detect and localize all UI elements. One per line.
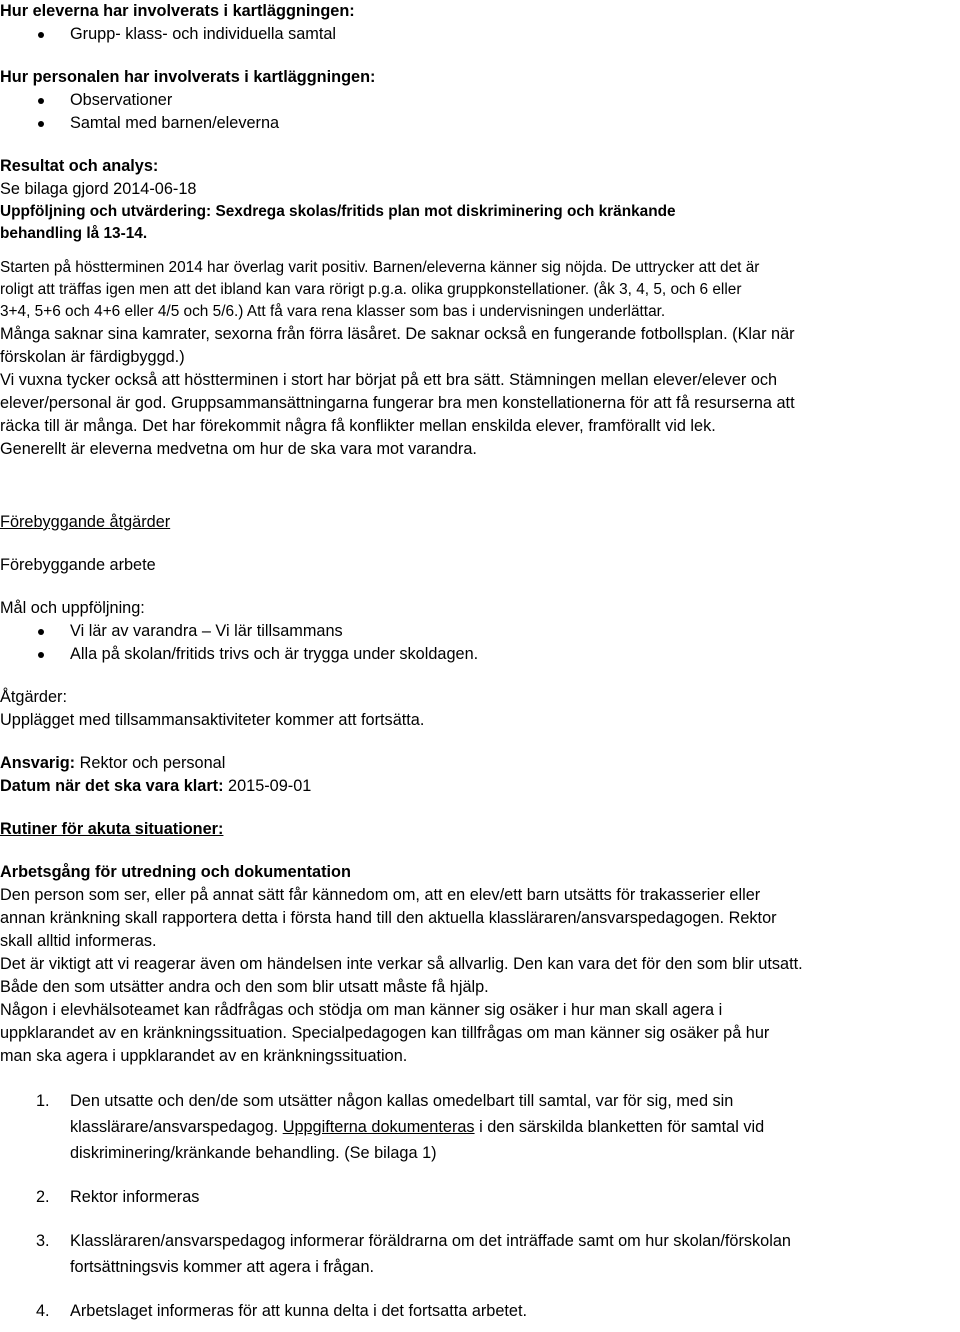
- students-involvement-heading: Hur eleverna har involverats i kartläggningen:: [0, 2, 355, 20]
- staff-involvement-heading: Hur personalen har involverats i kartläggningen:: [0, 68, 376, 86]
- goals-heading: Mål och uppföljning:: [0, 599, 145, 617]
- procedure-line: Den person som ser, eller på annat sätt får kännedom om, att en elev/ett barn utsätts för trakasserier eller: [0, 886, 761, 904]
- followup-title-line-2: behandling lå 13-14.: [0, 225, 148, 242]
- staff-involvement-list: [0, 89, 958, 135]
- preventive-measures-title: Förebyggande åtgärder: [0, 513, 171, 531]
- bullet-icon: [38, 32, 44, 38]
- results-paragraph-line: 3+4, 5+6 och 4+6 eller 4/5 och 5/6.) Att få vara rena klasser som bas i undervisningen underlättar.: [0, 303, 666, 320]
- procedure-line: uppklarandet av en kränkningssituation. Specialpedagogen kan tillfrågas om man känner sig osäker på hur: [0, 1024, 770, 1042]
- procedure-line: Både den som utsätter andra och den som blir utsatt måste få hjälp.: [0, 978, 489, 996]
- responsible-value: Rektor och personal: [75, 754, 226, 772]
- bullet-icon: [38, 629, 44, 635]
- bullet-icon: [38, 652, 44, 658]
- procedure-line: Det är viktigt att vi reagerar även om händelsen inte verkar så allvarlig. Den kan vara det för den som blir utsatt.: [0, 955, 803, 973]
- step-item: 3. Klassläraren/ansvarspedagog informerar föräldrarna om det inträffade samt om hur skolan/förskolan fortsättningsvis kommer att agera i frågan.: [0, 1228, 958, 1280]
- acute-routines-title: Rutiner för akuta situationer:: [0, 820, 224, 838]
- procedure-line: skall alltid informeras.: [0, 932, 157, 950]
- followup-title-line: Uppföljning och utvärdering: Sexdrega skolas/fritids plan mot diskriminering och kränkande: [0, 203, 676, 220]
- results-paragraph-line: Starten på höstterminen 2014 har överlag varit positiv. Barnen/eleverna känner sig nöjda. De uttrycker att det är: [0, 259, 760, 276]
- results-paragraph-line: Vi vuxna tycker också att höstterminen i stort har börjat på ett bra sätt. Stämningen mellan elever/elever och: [0, 371, 778, 389]
- bullet-icon: [38, 121, 44, 127]
- step-item: 1. Den utsatte och den/de som utsätter någon kallas omedelbart till samtal, var för sig, med sin klasslärare/ansvarspedagog. Uppgifterna dokumenteras i den särskilda blanketten för samtal vid diskriminering/kränkande behandling. (Se bilaga 1): [0, 1088, 958, 1166]
- procedure-steps: [0, 1088, 958, 1324]
- preventive-work-subtitle: Förebyggande arbete: [0, 556, 156, 574]
- step-number: 3.: [36, 1232, 50, 1250]
- responsible-label: Ansvarig:: [0, 754, 76, 772]
- results-heading: Resultat och analys:: [0, 157, 159, 175]
- list-item: Samtal med barnen/eleverna: [0, 112, 958, 135]
- procedure-line: annan kränkning skall rapportera detta i första hand till den aktuella klassläraren/ansvarspedagogen. Rektor: [0, 909, 777, 927]
- deadline-label: Datum när det ska vara klart:: [0, 777, 224, 795]
- results-paragraph-line: Generellt är eleverna medvetna om hur de ska vara mot varandra.: [0, 440, 477, 458]
- responsible-line: [0, 752, 958, 775]
- results-paragraph-line: Många saknar sina kamrater, sexorna från förra läsåret. De saknar också en fungerande fotbollsplan. (Klar när: [0, 325, 795, 343]
- step-number: 1.: [36, 1092, 50, 1110]
- results-attachment-line: Se bilaga gjord 2014-06-18: [0, 180, 197, 198]
- deadline-line: [0, 775, 958, 798]
- procedure-line: Någon i elevhälsoteamet kan rådfrågas och stödja om man känner sig osäker i hur man skall agera i: [0, 1001, 723, 1019]
- deadline-value: 2015-09-01: [223, 777, 312, 795]
- document-reference-link[interactable]: Uppgifterna dokumenteras: [282, 1118, 475, 1136]
- list-item: Vi lär av varandra – Vi lär tillsammans: [0, 620, 958, 643]
- bullet-icon: [38, 98, 44, 104]
- list-item: Observationer: [0, 89, 958, 112]
- step-number: 2.: [36, 1188, 50, 1206]
- step-item: 2. Rektor informeras: [0, 1184, 958, 1210]
- procedure-line: man ska agera i uppklarandet av en kränkningssituation.: [0, 1047, 408, 1065]
- goals-list: [0, 620, 958, 666]
- students-involvement-list: [0, 23, 958, 46]
- step-number: 4.: [36, 1302, 50, 1320]
- results-paragraph-line: räcka till är många. Det har förekommit några få konflikter mellan enskilda elever, framförallt vid lek.: [0, 417, 716, 435]
- results-paragraph-line: elever/personal är god. Gruppsammansättningarna fungerar bra men konstellationerna för att få resurserna att: [0, 394, 795, 412]
- list-item: Grupp- klass- och individuella samtal: [0, 23, 958, 46]
- procedure-subtitle: Arbetsgång för utredning och dokumentation: [0, 863, 351, 881]
- step-item: 4. Arbetslaget informeras för att kunna delta i det fortsatta arbetet.: [0, 1298, 958, 1324]
- results-paragraph-line: förskolan är färdigbyggd.): [0, 348, 185, 366]
- actions-text: Upplägget med tillsammansaktiviteter kommer att fortsätta.: [0, 711, 425, 729]
- actions-heading: Åtgärder:: [0, 688, 67, 706]
- list-item: Alla på skolan/fritids trivs och är trygga under skoldagen.: [0, 643, 958, 666]
- results-paragraph-line: roligt att träffas igen men att det ibland kan vara rörigt p.g.a. olika gruppkonstellationer. (åk 3, 4, 5, och 6 eller: [0, 281, 742, 298]
